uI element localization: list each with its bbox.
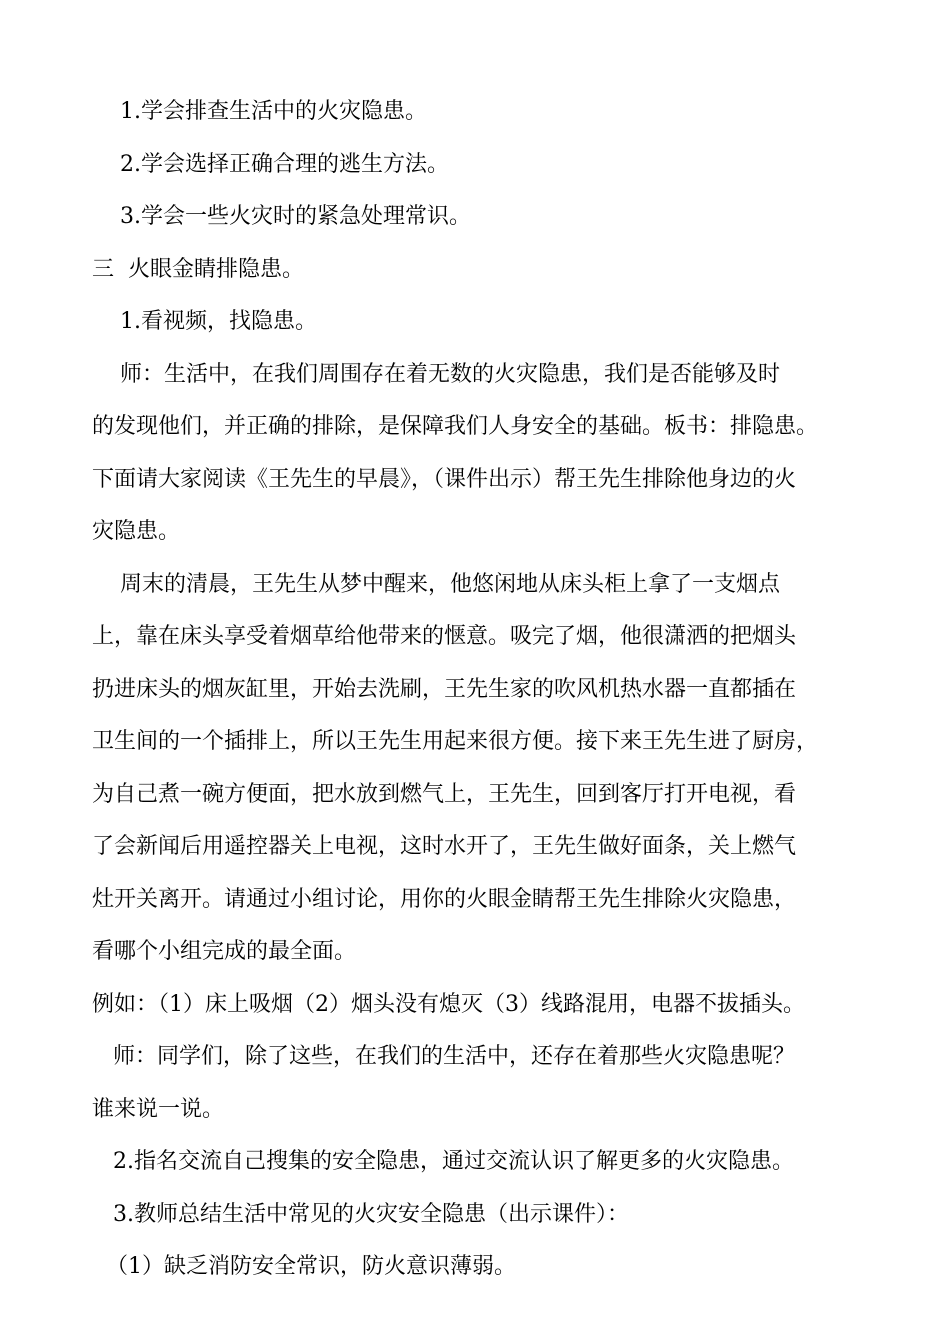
story-paragraph-line: 了会新闻后用遥控器关上电视，这时水开了，王先生做好面条，关上燃气 [92,834,797,859]
story-paragraph-line: 卫生间的一个插排上，所以王先生用起来很方便。接下来王先生进了厨房， [92,729,819,754]
teacher-question-line: 师：同学们，除了这些，在我们的生活中，还存在着那些火灾隐患呢？ [92,1044,795,1069]
objective-line-2: 2.学会选择正确合理的逃生方法。 [92,151,449,177]
step-2-line: 2.指名交流自己搜集的安全隐患，通过交流认识了解更多的火灾隐患。 [92,1149,794,1174]
objective-line-1: 1.学会排查生活中的火灾隐患。 [92,99,427,124]
story-paragraph-line: 扔进床头的烟灰缸里，开始去洗刷，王先生家的吹风机热水器一直都插在 [92,676,797,702]
example-line: 例如：（1）床上吸烟（2）烟头没有熄灭（3）线路混用，电器不拔插头。 [92,991,805,1017]
document-body [92,92,819,1300]
story-paragraph-line: 周末的清晨，王先生从梦中醒来，他悠闲地从床头柜上拿了一支烟点 [92,571,780,597]
step-3-line: 3.教师总结生活中常见的火灾安全隐患（出示课件）： [92,1201,629,1227]
teacher-paragraph-line: 灾隐患。 [92,519,181,544]
story-paragraph-line: 看哪个小组完成的最全面。 [92,939,357,964]
story-paragraph-line: 上，靠在床头享受着烟草给他带来的惬意。吸完了烟，他很潇洒的把烟头 [92,624,797,649]
story-paragraph-line: 为自己煮一碗方便面，把水放到燃气上，王先生，回到客厅打开电视，看 [92,781,797,807]
section-heading: 三 火眼金睛排隐患。 [92,256,304,282]
objective-line-3: 3.学会一些火灾时的紧急处理常识。 [92,204,471,229]
teacher-paragraph-line: 的发现他们，并正确的排除，是保障我们人身安全的基础。板书：排隐患。 [92,414,819,439]
teacher-question-line: 谁来说一说。 [92,1096,225,1122]
teacher-paragraph-line: 师：生活中，在我们周围存在着无数的火灾隐患，我们是否能够及时 [92,361,780,387]
step-1-heading: 1.看视频，找隐患。 [92,309,317,334]
teacher-paragraph-line: 下面请大家阅读《王先生的早晨》，（课件出示）帮王先生排除他身边的火 [92,466,797,492]
summary-item-1: （1）缺乏消防安全常识，防火意识薄弱。 [92,1254,516,1279]
story-paragraph-line: 灶开关离开。请通过小组讨论，用你的火眼金睛帮王先生排除火灾隐患， [92,886,797,912]
